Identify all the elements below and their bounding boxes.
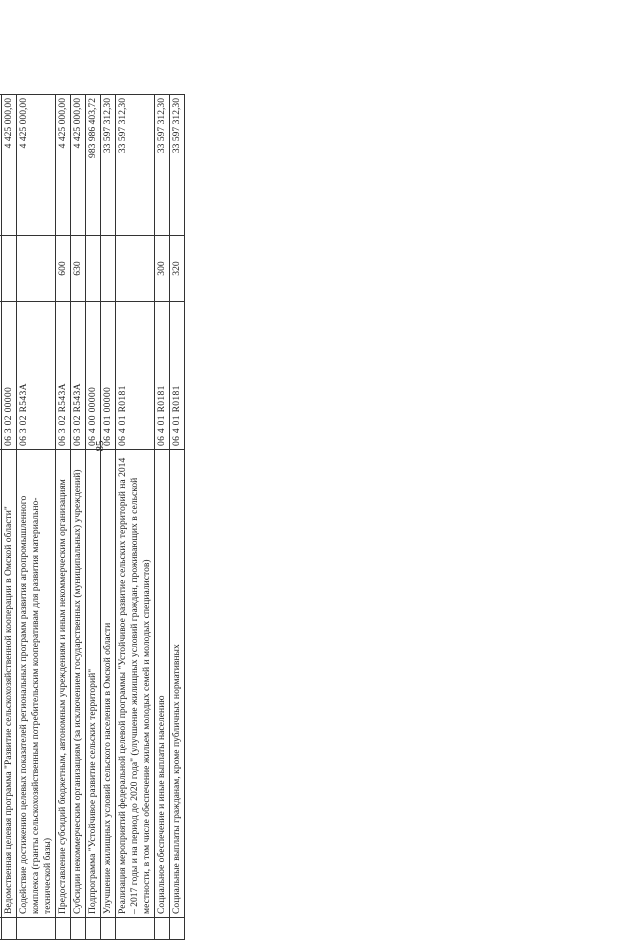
row-name: Подпрограмма "Устойчивое развитие сельских территорий" — [86, 450, 101, 918]
table-row — [56, 95, 71, 940]
row-amount: 33 597 312,30 — [101, 95, 116, 236]
row-amount: 4 425 000,00 — [71, 95, 86, 236]
table-row — [169, 95, 184, 940]
row-amount: 4 425 000,00 — [2, 95, 17, 236]
row-expense-type — [116, 236, 155, 302]
row-name: Реализация мероприятий федеральной целевой программы "Устойчивое развитие сельских территорий на 2014 – 2017 годы и на период до 2020 года" (улучшение жилищных условий граждан, проживающих в сельской местности, в том числе обеспечение жильем молодых семей и молодых специалистов) — [116, 450, 155, 918]
blank-cell — [116, 918, 155, 940]
row-expense-type — [86, 236, 101, 302]
row-code: 06 3 02 R543А — [56, 302, 71, 450]
table-row — [116, 95, 155, 940]
row-code: 06 4 00 00000 — [86, 302, 101, 450]
row-name: Улучшение жилищных условий сельского населения в Омской области — [101, 450, 116, 918]
row-name: Социальное обеспечение и иные выплаты населению — [155, 450, 170, 918]
row-code: 06 3 02 R543А — [71, 302, 86, 450]
table-row — [101, 95, 116, 940]
blank-cell — [2, 918, 17, 940]
row-expense-type — [101, 236, 116, 302]
table-row — [17, 95, 56, 940]
row-amount: 4 425 000,00 — [17, 95, 56, 236]
row-amount: 33 597 312,30 — [155, 95, 170, 236]
blank-cell — [86, 918, 101, 940]
budget-table-sheet — [0, 95, 460, 940]
row-expense-type: 300 — [155, 236, 170, 302]
row-code: 06 3 02 R543А — [17, 302, 56, 450]
blank-cell — [56, 918, 71, 940]
row-expense-type: 600 — [56, 236, 71, 302]
row-expense-type: 320 — [169, 236, 184, 302]
blank-cell — [155, 918, 170, 940]
blank-cell — [17, 918, 56, 940]
row-expense-type: 630 — [71, 236, 86, 302]
row-code: 06 4 01 R0181 — [116, 302, 155, 450]
row-amount: 4 425 000,00 — [56, 95, 71, 236]
row-expense-type — [2, 236, 17, 302]
blank-cell — [71, 918, 86, 940]
page-number: 85 — [94, 440, 106, 452]
table-row — [86, 95, 101, 940]
budget-table — [0, 94, 185, 940]
row-name: Содействие достижению целевых показателей региональных программ развития агропромышленного комплекса (гранты сельскохозяйственным потребительским кооперативам для развития материально-технической базы) — [17, 450, 56, 918]
row-code: 06 4 01 R0181 — [155, 302, 170, 450]
row-amount: 33 597 312,30 — [169, 95, 184, 236]
row-code: 06 4 01 00000 — [101, 302, 116, 450]
blank-cell — [101, 918, 116, 940]
blank-cell — [169, 918, 184, 940]
row-name: Ведомственная целевая программа "Развитие сельскохозяйственной кооперации в Омской области" — [2, 450, 17, 918]
table-row — [71, 95, 86, 940]
row-code: 06 3 02 00000 — [2, 302, 17, 450]
row-name: Социальные выплаты гражданам, кроме публичных нормативных — [169, 450, 184, 918]
row-name: Субсидии некоммерческим организациям (за исключением государственных (муниципальных) учреждений) — [71, 450, 86, 918]
table-row — [2, 95, 17, 940]
row-amount: 983 986 403,72 — [86, 95, 101, 236]
row-code: 06 4 01 R0181 — [169, 302, 184, 450]
row-expense-type — [17, 236, 56, 302]
row-amount: 33 597 312,30 — [116, 95, 155, 236]
row-name: Предоставление субсидий бюджетным, автономным учреждениям и иным некоммерческим организациям — [56, 450, 71, 918]
table-row — [155, 95, 170, 940]
